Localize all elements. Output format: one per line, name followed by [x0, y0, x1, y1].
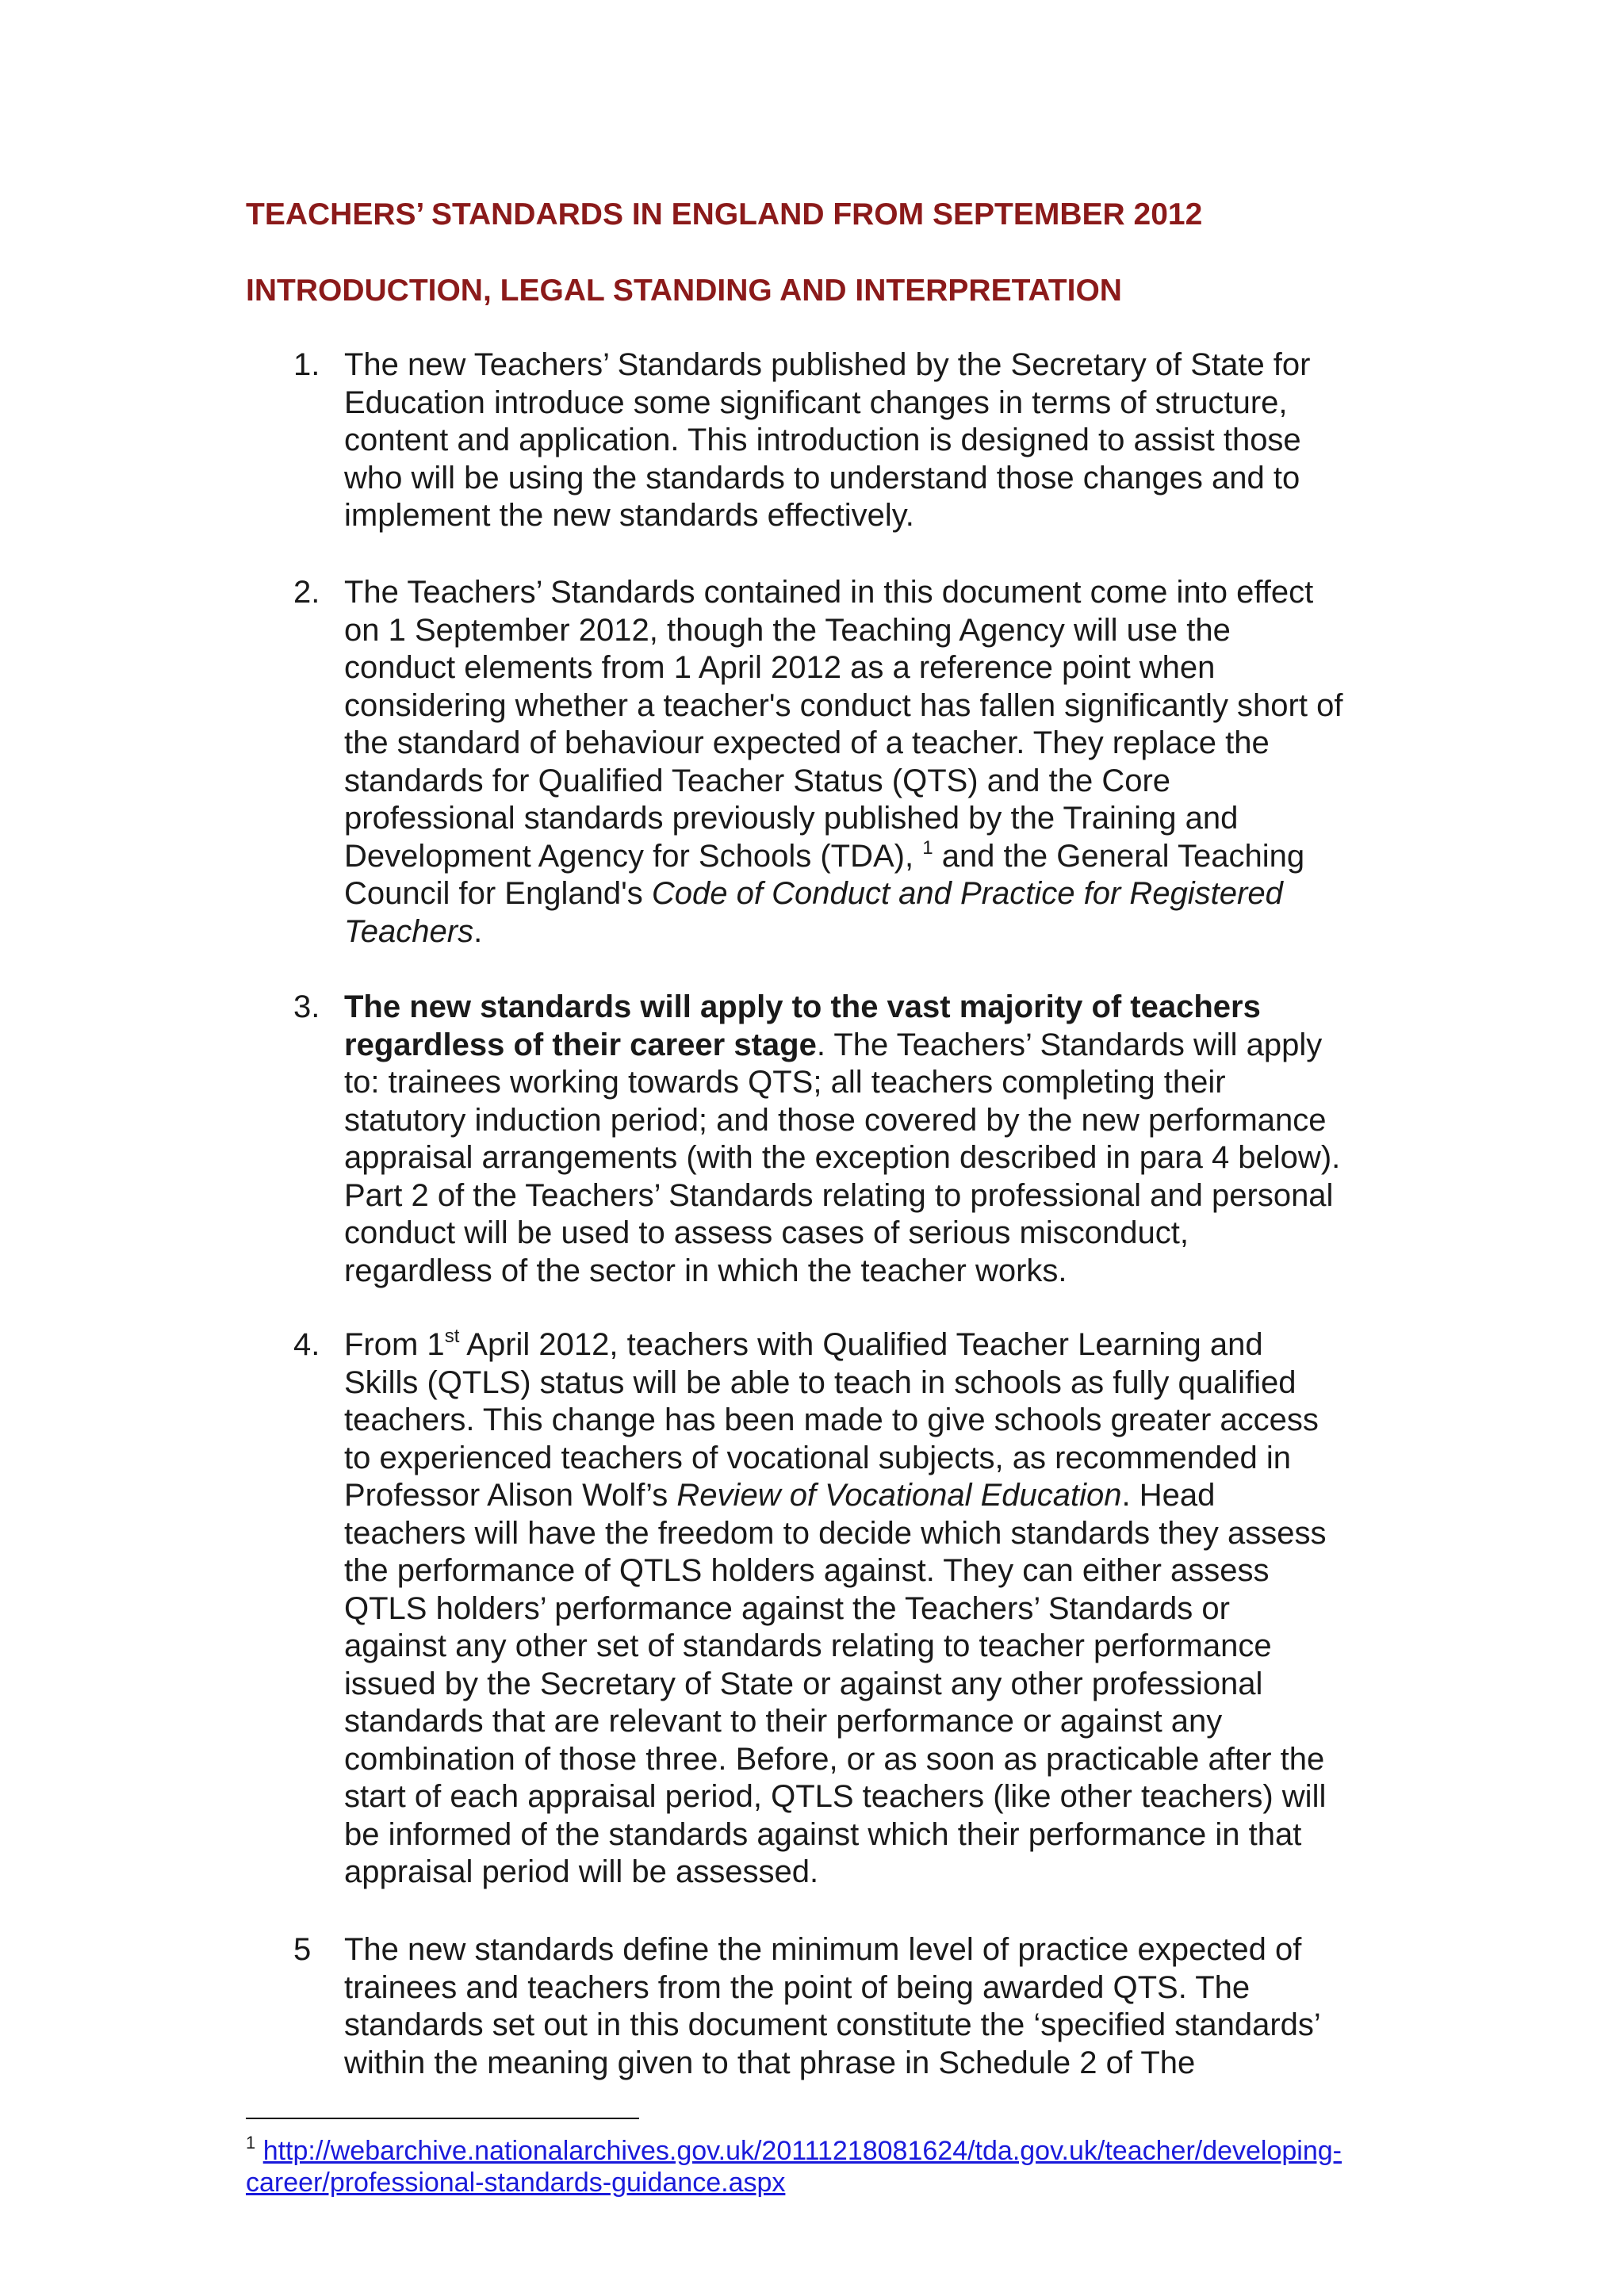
text-run: Council for England's — [344, 876, 652, 911]
bold-emphasis: The new standards will apply to the vast majority of teachers — [344, 989, 1261, 1024]
italic-title: Code of Conduct and Practice for Registered — [651, 876, 1283, 911]
text-line: Part 2 of the Teachers’ Standards relating to professional and personal — [344, 1177, 1334, 1213]
text-line: Education introduce some significant changes in terms of structure, — [344, 385, 1288, 420]
footnote-reference[interactable]: 1 — [922, 836, 933, 859]
text-line: be informed of the standards against which their performance in that — [344, 1816, 1302, 1852]
paragraph-number: 2. — [293, 575, 320, 610]
text-run: and the General Teaching — [933, 838, 1305, 874]
text-run: From 1 — [344, 1327, 445, 1362]
text-line — [344, 875, 1388, 913]
paragraph-3 — [293, 989, 1388, 1290]
paragraph-2 — [293, 574, 1388, 951]
footnote — [246, 2135, 1396, 2198]
text-run: . The Teachers’ Standards will apply — [816, 1027, 1323, 1062]
footnote-line — [246, 2167, 1396, 2198]
text-line: QTLS holders’ performance against the Teachers’ Standards or — [344, 1590, 1230, 1626]
text-line: standards that are relevant to their performance or against any — [344, 1704, 1223, 1739]
text-line: conduct elements from 1 April 2012 as a reference point when — [344, 650, 1216, 685]
text-line: start of each appraisal period, QTLS teachers (like other teachers) will — [344, 1779, 1327, 1814]
document-title: TEACHERS’ STANDARDS IN ENGLAND FROM SEPTEMBER 2012 — [246, 197, 1203, 232]
paragraph-body — [344, 1326, 1388, 1892]
text-line: implement the new standards effectively. — [344, 498, 914, 533]
section-heading: INTRODUCTION, LEGAL STANDING AND INTERPRETATION — [246, 274, 1122, 308]
text-run: . Head — [1121, 1478, 1216, 1513]
text-line: conduct will be used to assess cases of serious misconduct, — [344, 1215, 1189, 1250]
paragraph-number: 4. — [293, 1327, 320, 1362]
text-line — [344, 913, 1388, 951]
text-line — [344, 1477, 1388, 1515]
paragraph-body — [344, 346, 1388, 535]
text-line: Skills (QTLS) status will be able to teach in schools as fully qualified — [344, 1364, 1297, 1400]
text-run: Development Agency for Schools (TDA), — [344, 838, 914, 874]
paragraph-4 — [293, 1326, 1388, 1892]
text-line: within the meaning given to that phrase in Schedule 2 of The — [344, 2045, 1196, 2080]
ordinal-suffix: st — [444, 1326, 460, 1347]
text-line: The Teachers’ Standards contained in this document come into effect — [344, 575, 1314, 610]
paragraph-body — [344, 989, 1388, 1290]
text-line — [344, 838, 1388, 876]
text-line: combination of those three. Before, or as soon as practicable after the — [344, 1741, 1325, 1777]
text-line: regardless of the sector in which the teacher works. — [344, 1253, 1067, 1288]
paragraph-5 — [293, 1931, 1388, 2082]
paragraph-1 — [293, 346, 1388, 535]
text-line: content and application. This introduction is designed to assist those — [344, 423, 1301, 457]
footnote-separator — [246, 2118, 639, 2119]
text-run: . — [473, 913, 483, 949]
text-line — [344, 989, 1388, 1027]
paragraph-body — [344, 574, 1388, 951]
paragraph-number: 1. — [293, 347, 320, 382]
text-line: standards for Qualified Teacher Status (QTS) and the Core — [344, 763, 1171, 798]
text-run: Professor Alison Wolf’s — [344, 1478, 677, 1513]
text-line: issued by the Secretary of State or against any other professional — [344, 1666, 1263, 1701]
text-line: on 1 September 2012, though the Teaching Agency will use the — [344, 612, 1231, 648]
footnote-marker: 1 — [246, 2133, 256, 2152]
text-line: the performance of QTLS holders against. They can either assess — [344, 1553, 1270, 1588]
text-line: who will be using the standards to understand those changes and to — [344, 460, 1300, 496]
text-line: to experienced teachers of vocational subjects, as recommended in — [344, 1440, 1292, 1475]
text-line: teachers will have the freedom to decide which standards they assess — [344, 1515, 1327, 1551]
text-line: the standard of behaviour expected of a teacher. They replace the — [344, 725, 1270, 760]
text-line: to: trainees working towards QTS; all teachers completing their — [344, 1065, 1226, 1100]
text-line — [344, 1027, 1388, 1065]
text-line: considering whether a teacher's conduct has fallen significantly short of — [344, 687, 1343, 723]
italic-title: Review of Vocational Education — [676, 1478, 1122, 1513]
text-line: The new Teachers’ Standards published by the Secretary of State for — [344, 347, 1311, 382]
text-line: statutory induction period; and those covered by the new performance — [344, 1102, 1327, 1138]
italic-title: Teachers — [344, 913, 474, 949]
text-line: teachers. This change has been made to give schools greater access — [344, 1402, 1319, 1437]
bold-emphasis: regardless of their career stage — [344, 1027, 817, 1062]
paragraph-number: 5 — [293, 1932, 312, 1967]
paragraph-body — [344, 1931, 1388, 2082]
footnote-link[interactable]: http://webarchive.nationalarchives.gov.uk/20111218081624/tda.gov.uk/teacher/developing- — [262, 2136, 1342, 2166]
text-line: appraisal arrangements (with the exception described in para 4 below). — [344, 1140, 1341, 1175]
text-line: trainees and teachers from the point of being awarded QTS. The — [344, 1969, 1251, 2005]
footnote-line — [246, 2135, 1396, 2167]
text-run: April 2012, teachers with Qualified Teacher Learning and — [459, 1327, 1263, 1362]
text-line — [344, 1326, 1388, 1364]
text-line: professional standards previously published by the Training and — [344, 801, 1239, 836]
text-line: appraisal period will be assessed. — [344, 1854, 819, 1889]
footnote-link-continued[interactable]: career/professional-standards-guidance.aspx — [246, 2168, 786, 2198]
text-line: against any other set of standards relating to teacher performance — [344, 1628, 1272, 1663]
text-line: The new standards define the minimum level of practice expected of — [344, 1932, 1302, 1967]
paragraph-number: 3. — [293, 989, 320, 1024]
text-line: standards set out in this document constitute the ‘specified standards’ — [344, 2007, 1321, 2042]
